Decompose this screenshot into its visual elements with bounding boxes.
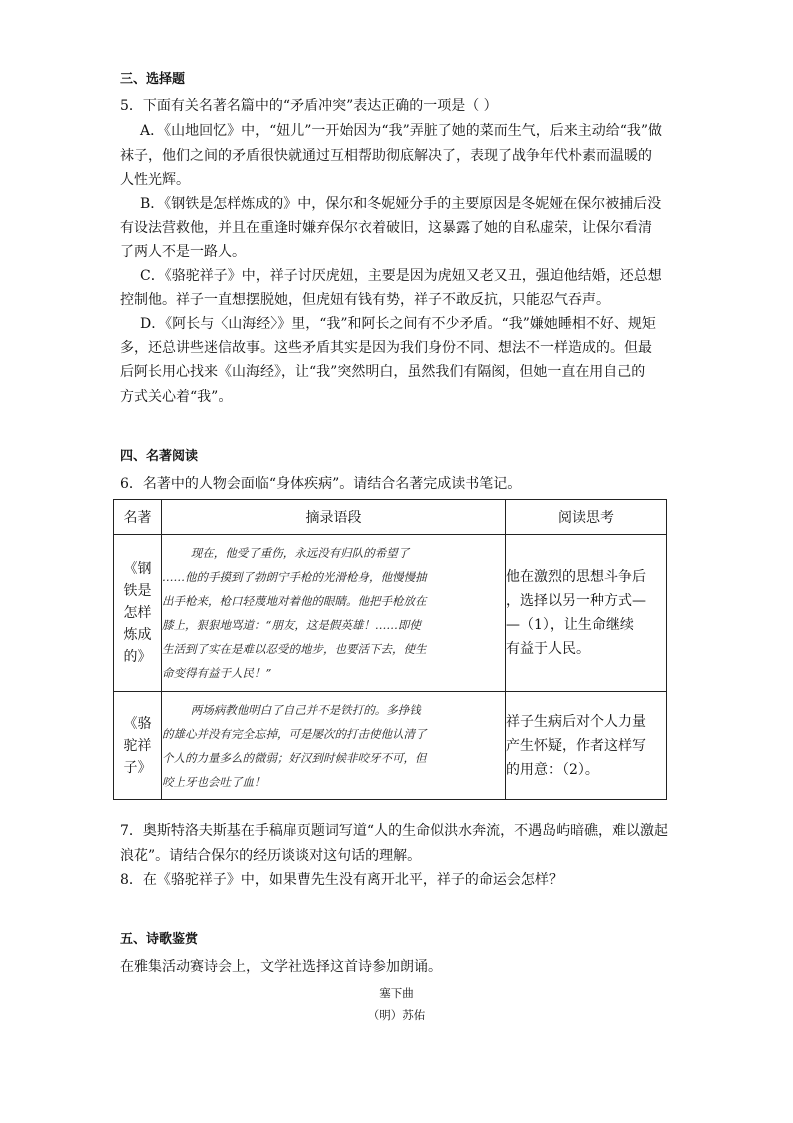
thinking-line: ，选择以另一种方式— xyxy=(506,593,646,609)
excerpt-line: 膝上，狠狠地骂道：“朋友，这是假英雄！……即使 xyxy=(162,618,421,632)
header-thinking: 阅读思考 xyxy=(506,500,667,535)
excerpt-line: 现在，他受了重伤，永远没有归队的希望了 xyxy=(190,546,410,560)
excerpt-line: ……他的手摸到了勃朗宁手枪的光滑枪身，他慢慢抽 xyxy=(162,570,427,584)
option-line: 袜子，他们之间的矛盾很快就通过互相帮助彻底解决了，表现了战争年代朴素而温暖的 xyxy=(120,148,652,164)
excerpt-line: 的雄心并没有完全忘掉，可是屡次的打击使他认清了 xyxy=(162,726,427,741)
thinking-cell xyxy=(506,692,667,800)
question-7-line: 7．奥斯特洛夫斯基在手稿扉页题词写道“人的生命似洪水奔流，不遇岛屿暗礁，难以激起 xyxy=(120,823,669,839)
option-line: B．《钢铁是怎样炼成的》中，保尔和冬妮娅分手的主要原因是冬妮娅在保尔被捕后没 xyxy=(140,196,662,212)
question-5-stem: 5．下面有关名著名篇中的“矛盾冲突”表达正确的一项是（ ） xyxy=(120,98,498,114)
table-row xyxy=(114,535,667,692)
thinking-line: 的用意：（2）。 xyxy=(506,761,599,778)
reading-notes-table xyxy=(113,499,667,800)
option-line: 后阿长用心找来《山海经》，让“我”突然明白，虽然我们有隔阂，但她一直在用自己的 xyxy=(120,364,646,380)
excerpt-line: 个人的力量多么的微弱；好汉到时候非咬牙不可，但 xyxy=(162,750,427,765)
thinking-line: 他在激烈的思想斗争后 xyxy=(506,569,646,585)
thinking-line: 祥子生病后对个人力量 xyxy=(506,713,646,730)
work-title-line: 炼成 xyxy=(123,627,152,643)
work-title-line: 驼祥 xyxy=(123,737,152,754)
thinking-line: 产生怀疑，作者这样写 xyxy=(506,737,646,754)
poem-author: （明）苏佑 xyxy=(367,1008,426,1022)
option-line: 控制他。祥子一直想摆脱她，但虎妞有钱有势，祥子不敢反抗，只能忍气吞声。 xyxy=(120,292,610,308)
section-heading-choice: 三、选择题 xyxy=(120,72,186,87)
work-cell xyxy=(114,692,162,800)
poetry-intro: 在雅集活动赛诗会上，文学社选择这首诗参加朗诵。 xyxy=(120,959,442,975)
table-row xyxy=(114,692,667,800)
poem-title: 塞下曲 xyxy=(379,986,414,1000)
header-excerpt: 摘录语段 xyxy=(162,500,506,535)
excerpt-line: 生活到了实在是难以忍受的地步，也要活下去，使生 xyxy=(162,642,427,656)
excerpt-line: 出手枪来，枪口轻蔑地对着他的眼睛。他把手枪放在 xyxy=(162,594,427,608)
option-line: A．《山地回忆》中，“妞儿”一开始因为“我”弄脏了她的菜而生气，后来主动给“我”做 xyxy=(140,123,663,139)
excerpt-line: 咬上牙也会吐了血！ xyxy=(162,774,266,789)
option-line: 有设法营救他，并且在重逢时嫌弃保尔衣着破旧，这暴露了她的自私虚荣，让保尔看清 xyxy=(120,220,652,236)
option-line: 方式关心着“我”。 xyxy=(120,389,233,405)
question-6-stem: 6．名著中的人物会面临“身体疾病”。请结合名著完成读书笔记。 xyxy=(120,476,522,492)
option-line: D．《阿长与〈山海经〉》里，“我”和阿长之间有不少矛盾。“我”嫌她睡相不好、规矩 xyxy=(140,316,656,332)
table-header-row xyxy=(114,500,667,535)
section-heading-poetry: 五、诗歌鉴赏 xyxy=(120,932,199,947)
work-title-line: 铁是 xyxy=(123,583,152,599)
header-work: 名著 xyxy=(114,500,162,535)
excerpt-line: 两场病教他明白了自己并不是铁打的。多挣钱 xyxy=(190,702,421,717)
thinking-line: 有益于人民。 xyxy=(506,641,590,657)
excerpt-cell xyxy=(162,692,506,800)
thinking-line: —（1），让生命继续 xyxy=(506,617,634,633)
work-title-line: 的》 xyxy=(123,649,152,665)
option-line: 人性光辉。 xyxy=(120,172,190,188)
work-title-line: 《钢 xyxy=(123,561,152,577)
question-8-stem: 8．在《骆驼祥子》中，如果曹先生没有离开北平，祥子的命运会怎样？ xyxy=(120,872,563,888)
work-title-line: 子》 xyxy=(123,759,152,776)
option-line: 多，还总讲些迷信故事。这些矛盾其实是因为我们身份不同、想法不一样造成的。但最 xyxy=(120,340,652,356)
work-title-line: 《骆 xyxy=(123,715,152,732)
excerpt-cell xyxy=(162,535,506,692)
section-heading-reading: 四、名著阅读 xyxy=(120,449,199,464)
work-cell xyxy=(114,535,162,692)
thinking-cell xyxy=(506,535,667,692)
option-line: C．《骆驼祥子》中，祥子讨厌虎妞，主要是因为虎妞又老又丑，强迫他结婚，还总想 xyxy=(140,268,662,284)
work-title-line: 怎样 xyxy=(123,605,152,621)
option-line: 了两人不是一路人。 xyxy=(120,244,246,260)
question-7-line: 浪花”。请结合保尔的经历谈谈对这句话的理解。 xyxy=(120,848,422,864)
excerpt-line: 命变得有益于人民！” xyxy=(162,666,272,680)
